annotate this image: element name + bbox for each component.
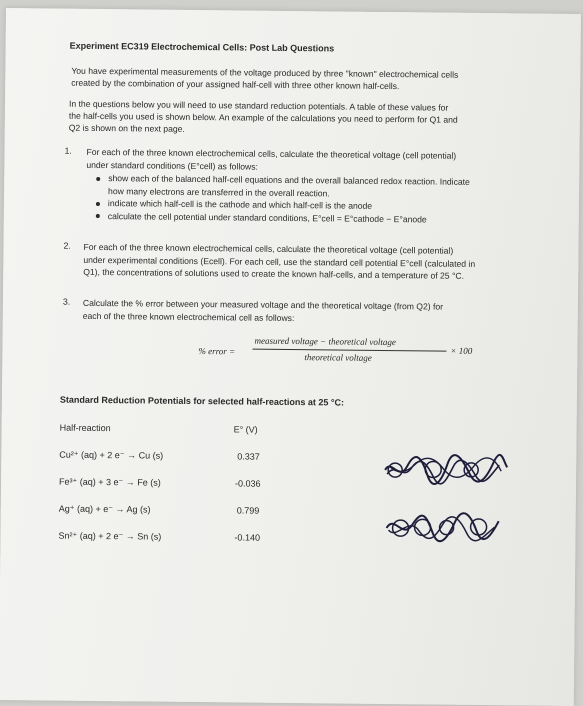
- intro-line: You have experimental measurements of the voltage produced by three "known" electrochemical cells: [71, 65, 459, 80]
- potential-cell: 0.337: [237, 451, 260, 462]
- question-3-text: [83, 297, 443, 326]
- table-row: [59, 477, 293, 506]
- question-2-number: 2.: [63, 240, 71, 251]
- bullet-item-continuation: how many electrons are transferred in the overall reaction.: [108, 185, 330, 198]
- formula-numerator: measured voltage − theoretical voltage: [254, 335, 396, 348]
- bullet-icon: [96, 214, 100, 218]
- potential-cell: -0.140: [234, 532, 261, 543]
- header-potential: E° (V): [233, 424, 258, 435]
- document-title: Experiment EC319 Electrochemical Cells: Post Lab Questions: [69, 40, 335, 54]
- question-1-bullets: [96, 172, 470, 226]
- question-1-text: [86, 146, 456, 175]
- potential-cell: 0.799: [236, 505, 260, 516]
- bullet-item: calculate the cell potential under standard conditions, E°cell = E°cathode − E°anode: [96, 209, 470, 225]
- question-2-line: For each of the three known electrochemical cells, calculate the theoretical voltage (cell potential): [83, 241, 454, 256]
- reaction-cell: Cu²⁺ (aq) + 2 e⁻ → Cu (s): [59, 449, 164, 461]
- intro-line: created by the combination of your assigned half-cell with three other known half-cells.: [71, 77, 400, 92]
- bullet-item: show each of the balanced half-cell equations and the overall balanced redox reaction. Indicate: [96, 172, 470, 188]
- reduction-potentials-table: [58, 423, 293, 560]
- question-3-line: each of the three known electrochemical cell as follows:: [82, 310, 295, 323]
- bullet-icon: [96, 202, 100, 206]
- intro-paragraph: [71, 65, 458, 93]
- formula-lhs: % error =: [198, 346, 236, 357]
- question-2-text: [83, 241, 475, 283]
- document-page: [0, 8, 581, 706]
- question-1-number: 1.: [64, 145, 72, 156]
- question-1-line: under standard conditions (E°cell) as follows:: [86, 159, 258, 172]
- header-half-reaction: Half-reaction: [59, 422, 111, 434]
- intro2-line: Q2 is shown on the next page.: [68, 122, 185, 134]
- redaction-scribble-2: [382, 510, 502, 545]
- intro-paragraph-2: [69, 98, 458, 138]
- reaction-cell: Ag⁺ (aq) + e⁻ → Ag (s): [58, 503, 151, 515]
- question-1-line: For each of the three known electrochemical cells, calculate the theoretical voltage (cell potential): [86, 146, 457, 161]
- question-3-line: Calculate the % error between your measured voltage and the theoretical voltage (from Q2) for: [82, 297, 444, 312]
- reaction-cell: Fe³⁺ (aq) + 3 e⁻ → Fe (s): [58, 476, 161, 488]
- formula-multiplier: × 100: [450, 345, 473, 356]
- intro2-line: In the questions below you will need to use standard reduction potentials. A table of these values for: [68, 98, 449, 113]
- table-header-row: [59, 423, 293, 452]
- formula-denominator: theoretical voltage: [304, 352, 372, 363]
- bullet-icon: [96, 177, 100, 181]
- table-row: [58, 531, 292, 560]
- intro2-line: the half-cells you used is shown below. An example of the calculations you need to perform for Q1 and: [68, 110, 458, 125]
- table-heading: Standard Reduction Potentials for selected half-reactions at 25 °C:: [59, 394, 345, 408]
- table-row: [59, 504, 293, 533]
- fraction-bar: [252, 349, 446, 352]
- question-3-number: 3.: [62, 296, 71, 307]
- question-2-line: under experimental conditions (Ecell). For each cell, use the standard cell potential E°cell (calculated in: [83, 254, 476, 269]
- reaction-cell: Sn²⁺ (aq) + 2 e⁻ → Sn (s): [58, 530, 162, 542]
- question-2-line: Q1), the concentrations of solutions used to create the known half-cells, and a temperature of 25 °C.: [83, 266, 465, 281]
- srp-table: [58, 423, 293, 560]
- bullet-item: indicate which half-cell is the cathode and which half-cell is the anode: [96, 197, 470, 213]
- potential-cell: -0.036: [234, 478, 261, 489]
- redaction-scribble-1: [381, 452, 511, 489]
- table-row: [59, 450, 293, 479]
